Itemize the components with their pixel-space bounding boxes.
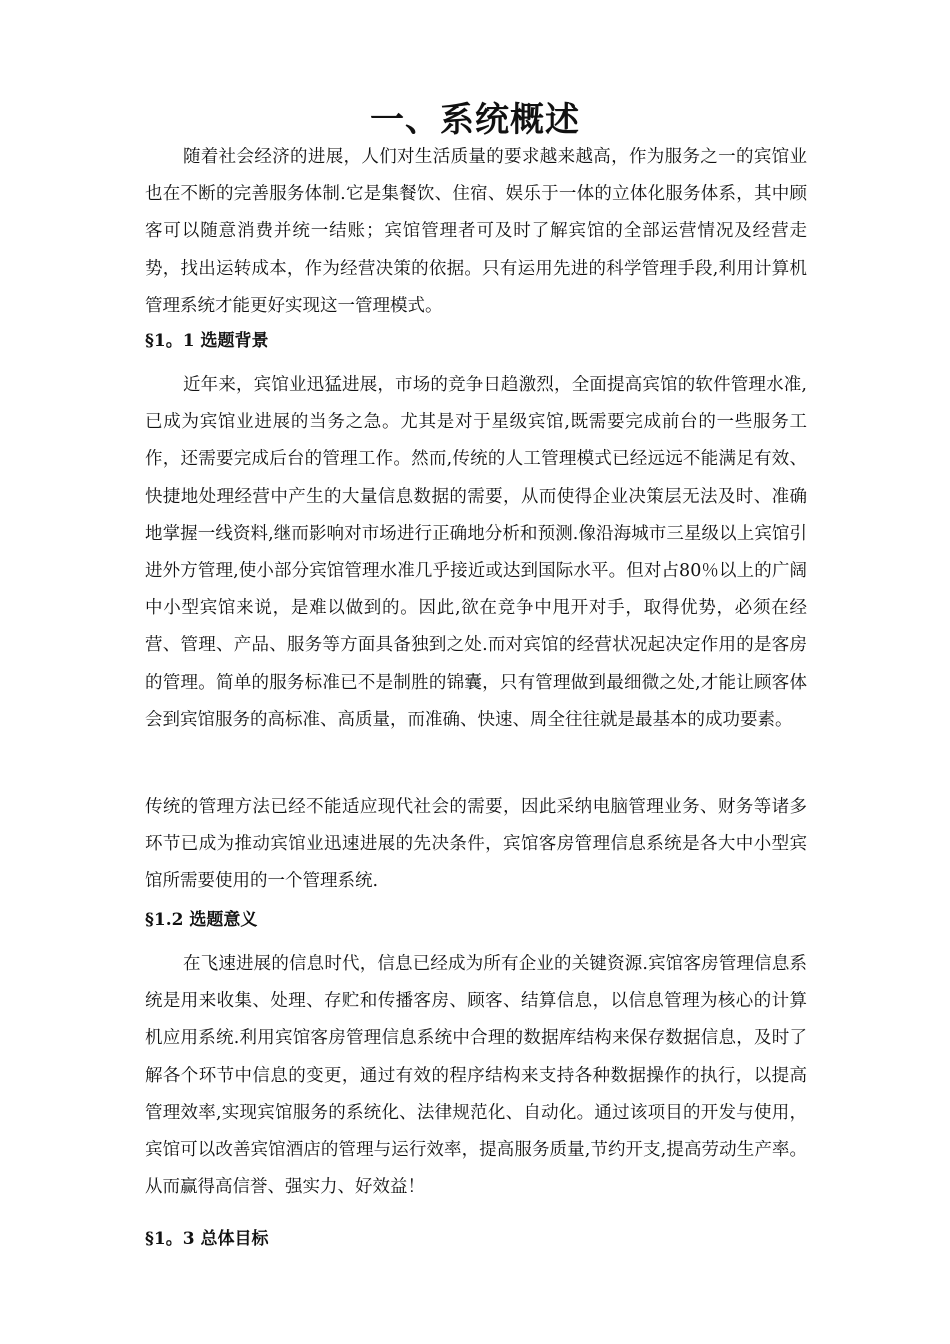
significance-paragraph: 在飞速进展的信息时代，信息已经成为所有企业的关键资源.宾馆客房管理信息系统是用来收集、处理、存贮和传播客房、顾客、结算信息，以信息管理为核心的计算机应用系统.利用宾馆客房管理信息系统中合理的数据库结构来保存数据信息，及时了解各个环节中信息的变更，通过有效的程序结构来支持各种数据操作的执行，以提高管理效率,实现宾馆服务的系统化、法律规范化、自动化。通过该项目的开发与使用，宾馆可以改善宾馆酒店的管理与运行效率，提高服务质量,节约开支,提高劳动生产率。从而赢得高信誉、强实力、好效益！ [145,954,807,1198]
intro-paragraph: 随着社会经济的进展，人们对生活质量的要求越来越高，作为服务之一的宾馆业也在不断的完善服务体制.它是集餐饮、住宿、娱乐于一体的立体化服务体系，其中顾客可以随意消费并统一结账；宾馆管理者可及时了解宾馆的全部运营情况及经营走势，找出运转成本，作为经营决策的依据。只有运用先进的科学管理手段,利用计算机管理系统才能更好实现这一管理模式。 [145,147,807,316]
background-paragraph: 近年来，宾馆业迅猛进展，市场的竞争日趋激烈，全面提高宾馆的软件管理水准,已成为宾馆业进展的当务之急。尤其是对于星级宾馆,既需要完成前台的一些服务工作，还需要完成后台的管理工作。然而,传统的人工管理模式已经远远不能满足有效、快捷地处理经营中产生的大量信息数据的需要，从而使得企业决策层无法及时、准确地掌握一线资料,继而影响对市场进行正确地分析和预测.像沿海城市三星级以上宾馆引进外方管理,使小部分宾馆管理水准几乎接近或达到国际水平。但对占80％以上的广阔中小型宾馆来说，是难以做到的。因此,欲在竞争中甩开对手，取得优势，必须在经营、管理、产品、服务等方面具备独到之处.而对宾馆的经营状况起决定作用的是客房的管理。简单的服务标准已不是制胜的锦囊，只有管理做到最细微之处,才能让顾客体会到宾馆服务的高标准、高质量，而准确、快速、周全往往就是最基本的成功要素。 [145,375,807,730]
section-heading-significance: §1.2 选题意义 [145,910,258,930]
background-paragraph-2: 传统的管理方法已经不能适应现代社会的需要，因此采纳电脑管理业务、财务等诸多环节已成为推动宾馆业迅速进展的先决条件，宾馆客房管理信息系统是各大中小型宾馆所需要使用的一个管理系统. [145,797,807,892]
page-title: 一、系统概述 [370,100,580,140]
section-heading-goals: §1。3 总体目标 [145,1229,269,1249]
section-heading-background: §1。1 选题背景 [145,331,269,351]
